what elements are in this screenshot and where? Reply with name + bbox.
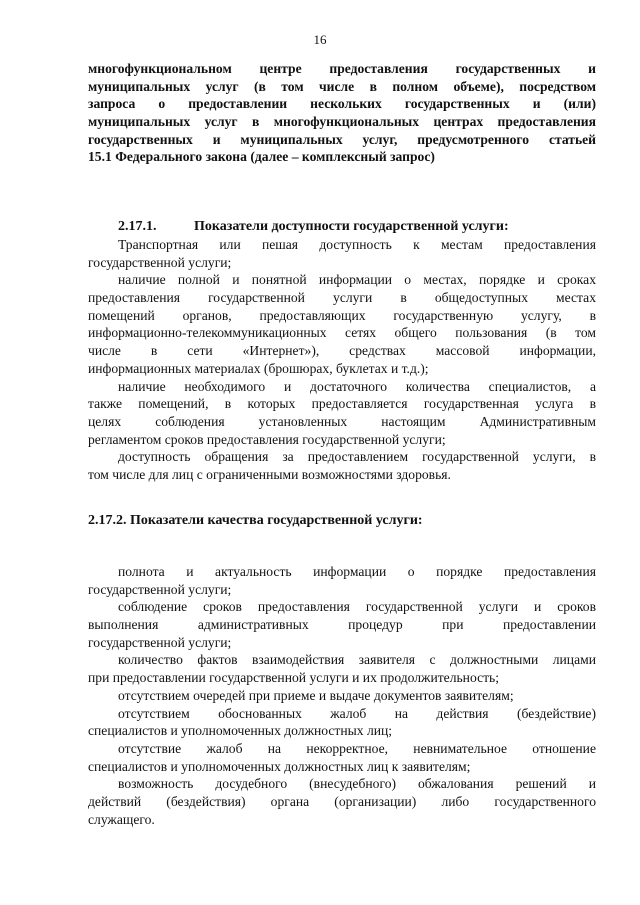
text-line: государственных и муниципальных услуг, предусмотренного статьей [88, 131, 596, 147]
text-line: государственной услуги; [88, 634, 232, 650]
text-line: наличие необходимого и достаточного количества специалистов, а [118, 378, 596, 394]
page-number: 16 [313, 32, 327, 47]
text-line: доступность обращения за предоставлением государственной услуги, в [118, 449, 596, 465]
text-line: государственной услуги; [88, 581, 232, 597]
text-line: предоставления государственной услуги в общедоступных местах [88, 290, 596, 306]
text-line: служащего. [88, 811, 155, 827]
text-line: многофункциональном центре предоставления государственных и [88, 61, 596, 76]
text-line: отсутствием очередей при приеме и выдаче документов заявителям; [118, 687, 514, 703]
text-line: соблюдение сроков предоставления государственной услуги и сроков [118, 599, 596, 615]
text-line: выполнения административных процедур при предоставлении [88, 617, 596, 633]
text-line: информационно-телекоммуникационных сетях общего пользования (в том [88, 325, 596, 341]
text-line: Транспортная или пешая доступность к местам предоставления [118, 237, 596, 252]
section-body-2-17-2 [88, 563, 596, 828]
text-line: государственной услуги; [88, 254, 232, 270]
section-number: 2.17.1. [118, 219, 157, 234]
section-body-2-17-1 [88, 236, 596, 484]
text-line: специалистов и уполномоченных должностных лиц; [88, 723, 393, 739]
section-title: Показатели качества государственной услуги: [130, 513, 423, 528]
text-line: 15.1 Федерального закона (далее – комплексный запрос) [88, 149, 435, 165]
text-line: информационных материалах (брошюрах, буклетах и т.д.); [88, 360, 429, 376]
text-line: также помещений, в которых предоставляется государственная услуга в [88, 396, 596, 412]
text-line: целях соблюдения установленных настоящим Административным [88, 413, 596, 429]
text-line: возможность досудебного (внесудебного) обжалования решений и [118, 776, 596, 792]
section-heading-2-17-1 [118, 218, 598, 236]
text-line: муниципальных услуг (в том числе в полном объеме), посредством [88, 78, 596, 94]
section-title: Показатели доступности государственной услуги: [194, 219, 509, 234]
text-line: при предоставлении государственной услуги и их продолжительность; [88, 670, 500, 686]
text-line: наличие полной и понятной информации о местах, порядке и сроках [118, 272, 596, 288]
text-line: количество фактов взаимодействия заявителя с должностными лицами [118, 652, 596, 668]
text-line: отсутствием обоснованных жалоб на действия (бездействие) [118, 705, 596, 721]
text-line: специалистов и уполномоченных должностных лиц к заявителям; [88, 758, 471, 774]
text-line: отсутствие жалоб на некорректное, невнимательное отношение [118, 740, 596, 756]
text-line: том числе для лиц с ограниченными возможностями здоровья. [88, 466, 451, 482]
text-line: помещений органов, предоставляющих государственную услугу, в [88, 307, 596, 323]
section-heading-2-17-2 [88, 512, 596, 530]
text-line: полнота и актуальность информации о порядке предоставления [118, 564, 596, 579]
text-line: запроса о предоставлении нескольких государственных и (или) [88, 96, 596, 112]
text-line: числе в сети «Интернет»), средствах массовой информации, [88, 343, 596, 359]
text-line: регламентом сроков предоставления государственной услуги; [88, 431, 446, 447]
section-number: 2.17.2. [88, 513, 127, 528]
text-line: муниципальных услуг в многофункциональных центрах предоставления [88, 114, 596, 130]
intro-paragraph [88, 60, 596, 166]
text-line: действий (бездействия) органа (организации) либо государственного [88, 793, 596, 809]
